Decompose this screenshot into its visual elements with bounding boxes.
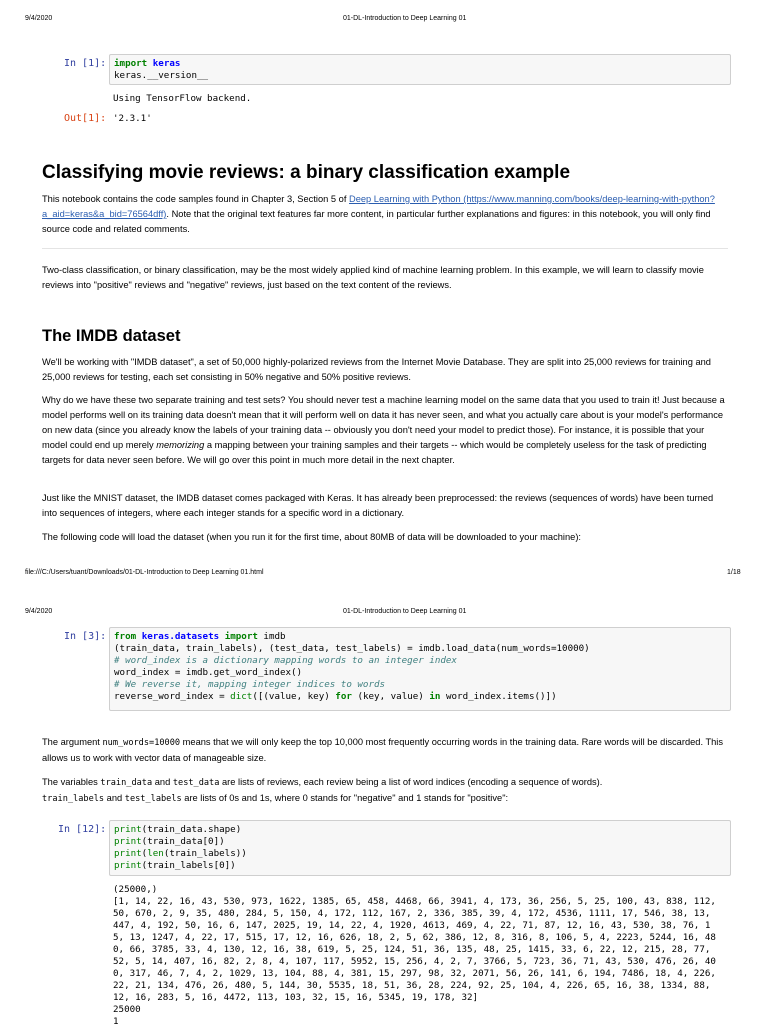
code-builtin: print bbox=[114, 860, 142, 871]
inline-code: num_words=10000 bbox=[102, 738, 181, 748]
inline-code: train_data bbox=[100, 778, 153, 788]
book-link[interactable]: Deep Learning with Python (https://www.manning.com/books/deep-learning-with-python?a_aid=keras&a_bid=76564dff) bbox=[42, 194, 715, 219]
code-keyword: for bbox=[335, 691, 352, 702]
output-line: 52, 5, 14, 407, 16, 82, 2, 8, 4, 107, 117, 5952, 15, 256, 4, 2, 7, 3766, 5, 723, 36, 71, 43, 530, 476, 26, 40 bbox=[113, 956, 716, 967]
section-heading-imdb: The IMDB dataset bbox=[42, 327, 181, 345]
twoclass-paragraph: Two-class classification, or binary classification, may be the most widely applied kind of machine learning problem. In this example, we will learn to classify movie reviews into "positive" reviews and "negative" reviews, just based on the text content of the reviews. bbox=[42, 265, 704, 290]
code-builtin: len bbox=[147, 848, 164, 859]
code-text: (train_labels)) bbox=[163, 848, 247, 859]
text: and bbox=[104, 793, 125, 803]
intro-text: This notebook contains the code samples found in Chapter 3, Section 5 of bbox=[42, 194, 349, 204]
output-line: 50, 670, 2, 9, 35, 480, 284, 5, 150, 4, 172, 112, 167, 2, 336, 385, 39, 4, 172, 4536, 1111, 17, 546, 38, 13, bbox=[113, 908, 711, 919]
text: means that we will only keep the top 10,000 most frequently occurring words in the training data. Rare words will be discarded. This allows us to work with vector data of manageable size. bbox=[42, 737, 724, 763]
output-value: '2.3.1' bbox=[113, 113, 152, 124]
code-comment: # word_index is a dictionary mapping words to an integer index bbox=[114, 655, 457, 666]
inline-code: train_labels bbox=[42, 794, 105, 804]
output-line: 5, 13, 1247, 4, 22, 17, 515, 17, 12, 16, 626, 18, 2, 5, 62, 386, 12, 8, 316, 8, 106, 5, 4, 2223, 5244, 16, 48 bbox=[113, 932, 716, 943]
inline-code: test_data bbox=[172, 778, 220, 788]
code-builtin: dict bbox=[230, 691, 253, 702]
output-line: 0, 317, 46, 7, 4, 2, 1029, 13, 104, 88, 4, 381, 15, 297, 98, 32, 2071, 56, 26, 141, 6, 194, 7486, 18, 4, 226, bbox=[113, 968, 716, 979]
code-builtin: print bbox=[114, 824, 142, 835]
text: are lists of 0s and 1s, where 0 stands for "negative" and 1 stands for "positive": bbox=[181, 793, 509, 803]
code-cell[interactable] bbox=[109, 627, 731, 711]
inline-code: test_labels bbox=[124, 794, 182, 804]
code-text: (train_data.shape) bbox=[141, 824, 242, 835]
output-line: (25000,) bbox=[113, 884, 158, 895]
code-text: ( bbox=[141, 848, 148, 859]
stream-output: Using TensorFlow backend. bbox=[113, 93, 252, 104]
load-paragraph: The following code will load the dataset (when you run it for the first time, about 80MB of data will be downloaded to your machine): bbox=[42, 532, 581, 542]
code-text: (key, value) bbox=[351, 691, 430, 702]
code-keyword: import bbox=[224, 631, 258, 642]
input-prompt: In [3]: bbox=[64, 631, 107, 642]
code-module: keras.datasets bbox=[141, 631, 220, 642]
output-prompt: Out[1]: bbox=[64, 113, 107, 124]
output-line: 25000 bbox=[113, 1004, 141, 1015]
output-line: 447, 4, 192, 50, 16, 6, 147, 2025, 19, 14, 22, 4, 1920, 4613, 469, 4, 22, 71, 87, 12, 16, 43, 530, 38, 76, 1 bbox=[113, 920, 711, 931]
code-keyword: in bbox=[429, 691, 441, 702]
text: The argument bbox=[42, 737, 103, 747]
code-module: keras bbox=[152, 58, 181, 69]
code-cell[interactable] bbox=[109, 54, 731, 85]
input-prompt: In [12]: bbox=[58, 824, 107, 835]
code-keyword: from bbox=[114, 631, 137, 642]
output-line: 1 bbox=[113, 1016, 119, 1027]
output-line: 22, 21, 134, 476, 26, 480, 5, 144, 30, 5535, 18, 51, 36, 28, 224, 92, 25, 104, 4, 226, 65, 16, 38, 1334, 88, bbox=[113, 980, 711, 991]
code-text: ([(value, key) bbox=[252, 691, 336, 702]
mnist-paragraph: Just like the MNIST dataset, the IMDB dataset comes packaged with Keras. It has already been preprocessed: the reviews (sequences of words) have been turned into sequences of integers, where each integer stands for a specific word in a dictionary. bbox=[42, 493, 714, 518]
print-header-date: 9/4/2020 bbox=[25, 15, 53, 22]
output-line: 12, 16, 283, 5, 16, 4472, 113, 103, 32, 15, 16, 5345, 19, 178, 32] bbox=[113, 992, 479, 1003]
variables-paragraph bbox=[42, 775, 728, 807]
print-header-title: 01-DL-Introduction to Deep Learning 01 bbox=[343, 15, 467, 22]
why-text-end: a mapping between your training samples and their targets -- which would be completely useless for the task of predicting targets for data never seen before. We will go over this point in much more detail in the next chapter. bbox=[42, 440, 707, 465]
code-text: word_index.items()]) bbox=[440, 691, 557, 702]
intro-paragraph bbox=[42, 192, 728, 237]
divider bbox=[42, 248, 728, 249]
code-text: (train_data[0]) bbox=[141, 836, 225, 847]
page-title: Classifying movie reviews: a binary classification example bbox=[42, 162, 571, 183]
code-keyword: import bbox=[114, 58, 148, 69]
why-paragraph bbox=[42, 393, 728, 468]
code-text: reverse_word_index = bbox=[114, 691, 231, 702]
why-text: Why do we have these two separate training and test sets? You should never test a machine learning model on the same data that you used to train it! Just because a model performs well on its training data doesn't mean that it will perform well on data it has never seen, and what you actually care about is your model's performance on new data (since you already know the labels of your training data -- obviously you don't need your model to predict those). For instance, it is possible that your model could end up merely bbox=[42, 395, 725, 450]
cell-output bbox=[113, 884, 716, 1028]
code-builtin: print bbox=[114, 848, 142, 859]
why-emphasis: memorizing bbox=[156, 440, 205, 450]
code-builtin: print bbox=[114, 836, 142, 847]
text: and bbox=[152, 777, 173, 787]
print-header-date: 9/4/2020 bbox=[25, 608, 53, 615]
intro-text-end: . Note that the original text features far more content, in particular further explanations and figures: in this notebook, you will only find source code and related comments. bbox=[42, 209, 711, 234]
output-line: 0, 66, 3785, 33, 4, 130, 12, 16, 38, 619, 5, 25, 124, 51, 36, 135, 48, 25, 1415, 33, 6, 22, 12, 215, 28, 77, bbox=[113, 944, 711, 955]
print-footer-page: 1/18 bbox=[727, 569, 741, 576]
code-line: keras.__version__ bbox=[114, 70, 209, 81]
code-text: (train_labels[0]) bbox=[141, 860, 236, 871]
code-line: (train_data, train_labels), (test_data, test_labels) = imdb.load_data(num_words=10000) bbox=[114, 643, 590, 654]
code-cell[interactable] bbox=[109, 820, 731, 876]
code-text: imdb bbox=[257, 631, 286, 642]
print-footer-path: file:///C:/Users/tuant/Downloads/01-DL-Introduction to Deep Learning 01.html bbox=[25, 569, 264, 576]
code-comment: # We reverse it, mapping integer indices to words bbox=[114, 679, 386, 690]
print-header-title: 01-DL-Introduction to Deep Learning 01 bbox=[343, 608, 467, 615]
code-line: word_index = imdb.get_word_index() bbox=[114, 667, 303, 678]
numwords-paragraph bbox=[42, 735, 728, 766]
imdb-paragraph: We'll be working with "IMDB dataset", a set of 50,000 highly-polarized reviews from the Internet Movie Database. They are split into 25,000 reviews for training and 25,000 reviews for testing, each set consisting in 50% negative and 50% positive reviews. bbox=[42, 357, 711, 382]
text: are lists of reviews, each review being a list of word indices (encoding a sequence of words). bbox=[219, 777, 603, 787]
output-line: [1, 14, 22, 16, 43, 530, 973, 1622, 1385, 65, 458, 4468, 66, 3941, 4, 173, 36, 256, 5, 25, 100, 43, 838, 112, bbox=[113, 896, 716, 907]
text: The variables bbox=[42, 777, 101, 787]
input-prompt: In [1]: bbox=[64, 58, 107, 69]
